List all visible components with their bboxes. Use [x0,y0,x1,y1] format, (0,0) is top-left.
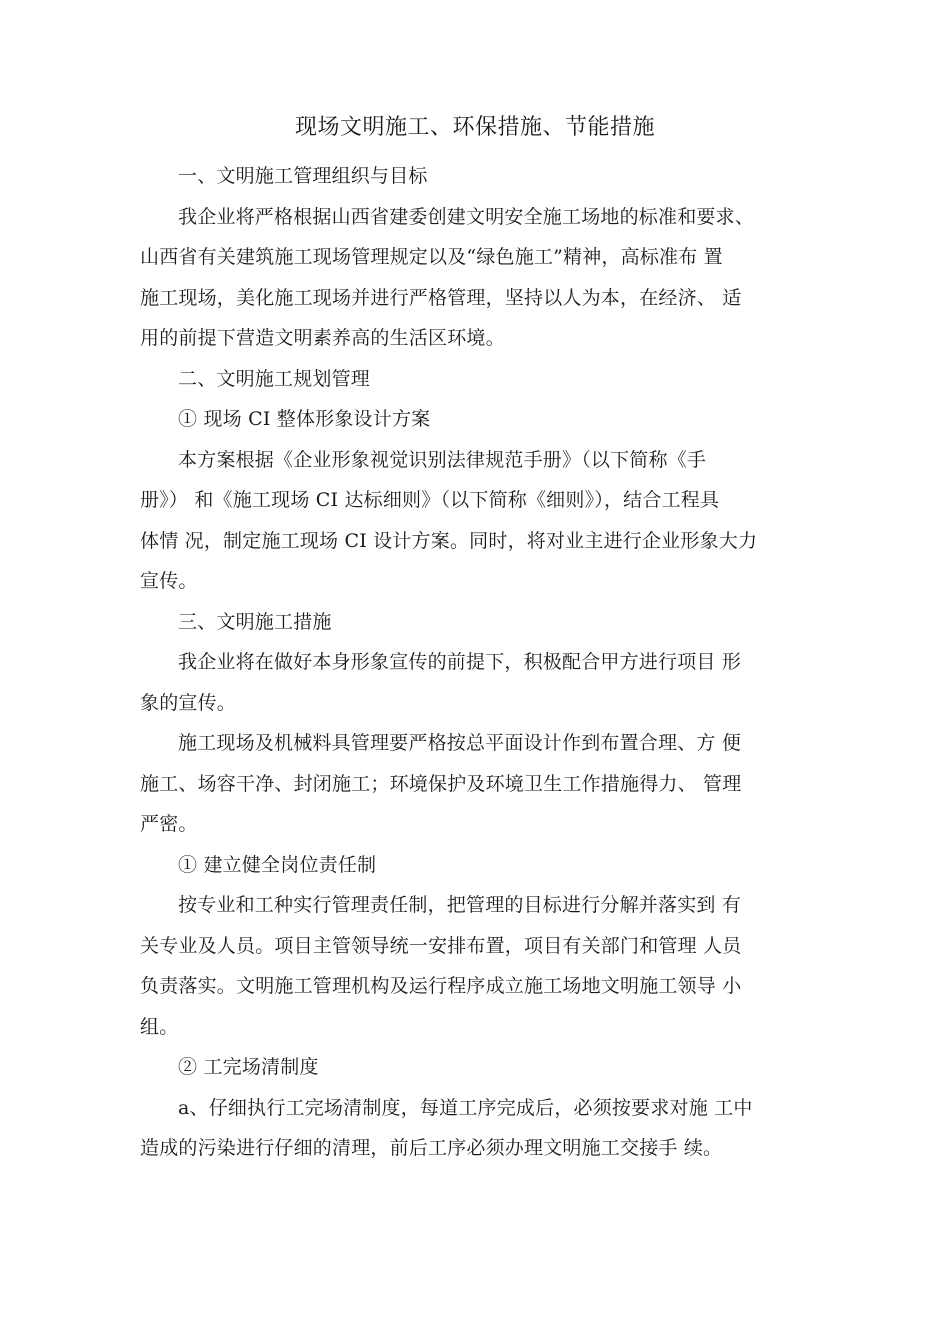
text-line: 施工现场，美化施工现场并进行严格管理，坚持以人为本，在经济、 适 [140,286,742,309]
text-line: 用的前提下营造文明素养高的生活区环境。 [140,327,505,349]
text-line: a、仔细执行工完场清制度，每道工序完成后，必须按要求对施 工中 [178,1096,753,1119]
paragraph-s3-p3 [140,885,826,1047]
text-line: 严密。 [140,813,198,835]
subsection-heading-cleanup: ② 工完场清制度 [178,1056,319,1078]
subsection-heading-responsibility: ① 建立健全岗位责任制 [178,853,377,876]
section-heading-2: 二、文明施工规划管理 [178,367,371,390]
paragraph-s3-p1 [140,642,826,723]
paragraph-s1-p1 [140,197,826,359]
text-line: 我企业将严格根据山西省建委创建文明安全施工场地的标准和要求、 [178,205,755,228]
text-line: 按专业和工种实行管理责任制，把管理的目标进行分解并落实到 有 [178,894,742,916]
text-line: 体情 况，制定施工现场 CI 设计方案。同时，将对业主进行企业形象大力 [140,529,758,552]
subsection-heading-ci: ① 现场 CI 整体形象设计方案 [178,408,431,430]
text-line: 册》） 和《施工现场 CI 达标细则》（以下简称《细则》），结合工程具 [140,489,720,511]
text-line: 组。 [140,1015,179,1038]
text-line: 山西省有关建筑施工现场管理规定以及“绿色施工”精神，高标准布 置 [140,246,723,268]
paragraph-s3-p2 [140,723,826,845]
text-line: 象的宣传。 [140,691,237,714]
text-line: 本方案根据《企业形象视觉识别法律规范手册》（以下简称《手 [178,448,707,471]
text-line: 关专业及人员。项目主管领导统一安排布置，项目有关部门和管理 人员 [140,934,742,957]
paragraph-s2-p1 [140,440,826,602]
document-title: 现场文明施工、环保措施、节能措施 [294,115,655,140]
text-line: 施工、场容干净、封闭施工；环境保护及环境卫生工作措施得力、 管理 [140,772,742,795]
document-body [140,156,826,1169]
text-line: 施工现场及机械料具管理要严格按总平面设计作到布置合理、方 便 [178,732,742,754]
text-line: 负责落实。文明施工管理机构及运行程序成立施工场地文明施工领导 小 [140,975,742,997]
section-heading-1: 一、文明施工管理组织与目标 [178,165,428,187]
text-line: 造成的污染进行仔细的清理，前后工序必须办理文明施工交接手 续。 [140,1137,723,1159]
text-line: 宣传。 [140,570,198,592]
paragraph-s3-p4 [140,1088,826,1169]
section-heading-3: 三、文明施工措施 [178,610,332,633]
text-line: 我企业将在做好本身形象宣传的前提下，积极配合甲方进行项目 形 [178,651,742,673]
